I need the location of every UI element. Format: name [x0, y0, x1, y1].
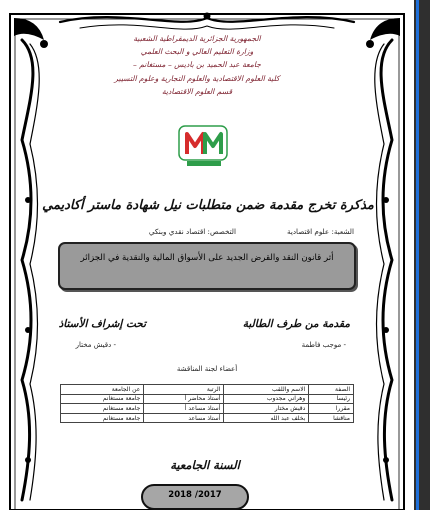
jury-table: [60, 384, 354, 423]
header-line-faculty: كلية العلوم الاقتصادية والعلوم التجارية وعلوم التسيير: [114, 73, 280, 83]
jury-header-cell: الاسم واللقب: [224, 385, 309, 395]
header-line-university: جامعة عبد الحميد بن باديس – مستغانم –: [133, 60, 261, 70]
jury-row: [61, 394, 354, 404]
institution-header: [32, 32, 362, 98]
jury-cell: أستاذ مساعد: [144, 413, 224, 423]
jury-cell: بخلف عبد الله: [224, 413, 309, 423]
student-name: موجب فاطمة: [301, 341, 342, 349]
header-line-ministry: وزارة التعليم العالي و البحث العلمي: [140, 47, 254, 57]
student-label: مقدمة من طرف الطالبة: [242, 318, 350, 330]
jury-cell: أستاذ محاضر أ: [144, 394, 224, 404]
branch-line: الشعبة: علوم اقتصادية: [287, 227, 354, 236]
university-logo: [177, 124, 229, 168]
specialization-line: التخصص: اقتصاد نقدي وبنكي: [148, 227, 236, 236]
scrollbar-accent: [416, 0, 419, 510]
viewer-scrollbar[interactable]: [414, 0, 430, 510]
jury-cell: رئيسا: [309, 394, 354, 404]
supervisor-name: دقيش مختار: [75, 341, 112, 349]
jury-title: أعضاء لجنة المناقشة: [176, 365, 238, 373]
supervisor-label: تحت إشراف الأستاذ: [58, 318, 146, 330]
jury-cell: جامعة مستغانم: [61, 413, 144, 423]
header-line-republic: الجمهورية الجزائرية الديمقراطية الشعبية: [133, 34, 261, 43]
academic-year-label: السنة الجامعية: [170, 458, 240, 472]
jury-header-cell: الرتبة: [144, 385, 224, 395]
jury-header-cell: عن الجامعة: [61, 385, 144, 395]
student-name-line: - موجب فاطمة: [301, 341, 346, 349]
jury-header-row: [61, 385, 354, 395]
jury-cell: مقررا: [309, 404, 354, 414]
thesis-title: أثر قانون النقد والقرض الجديد على الأسواق المالية والنقدية في الجزائر: [80, 253, 334, 263]
jury-cell: وهراني مجدوب: [224, 394, 309, 404]
academic-year: 2018 /2017: [168, 490, 222, 500]
jury-cell: جامعة مستغانم: [61, 394, 144, 404]
header-line-department: قسم العلوم الاقتصادية: [161, 86, 233, 96]
thesis-heading: مذكرة تخرج مقدمة ضمن متطلبات نيل شهادة ماستر أكاديمي: [42, 198, 374, 213]
jury-cell: دقيش مختار: [224, 404, 309, 414]
supervisor-name-line: - دقيش مختار: [75, 341, 116, 349]
jury-cell: أستاذ مساعد أ: [144, 404, 224, 414]
jury-row: [61, 404, 354, 414]
thesis-title-box: [58, 242, 356, 290]
jury-row: [61, 413, 354, 423]
academic-year-box: [141, 484, 249, 510]
jury-cell: مناقشا: [309, 413, 354, 423]
jury-cell: جامعة مستغانم: [61, 404, 144, 414]
jury-header-cell: الصفة: [309, 385, 354, 395]
